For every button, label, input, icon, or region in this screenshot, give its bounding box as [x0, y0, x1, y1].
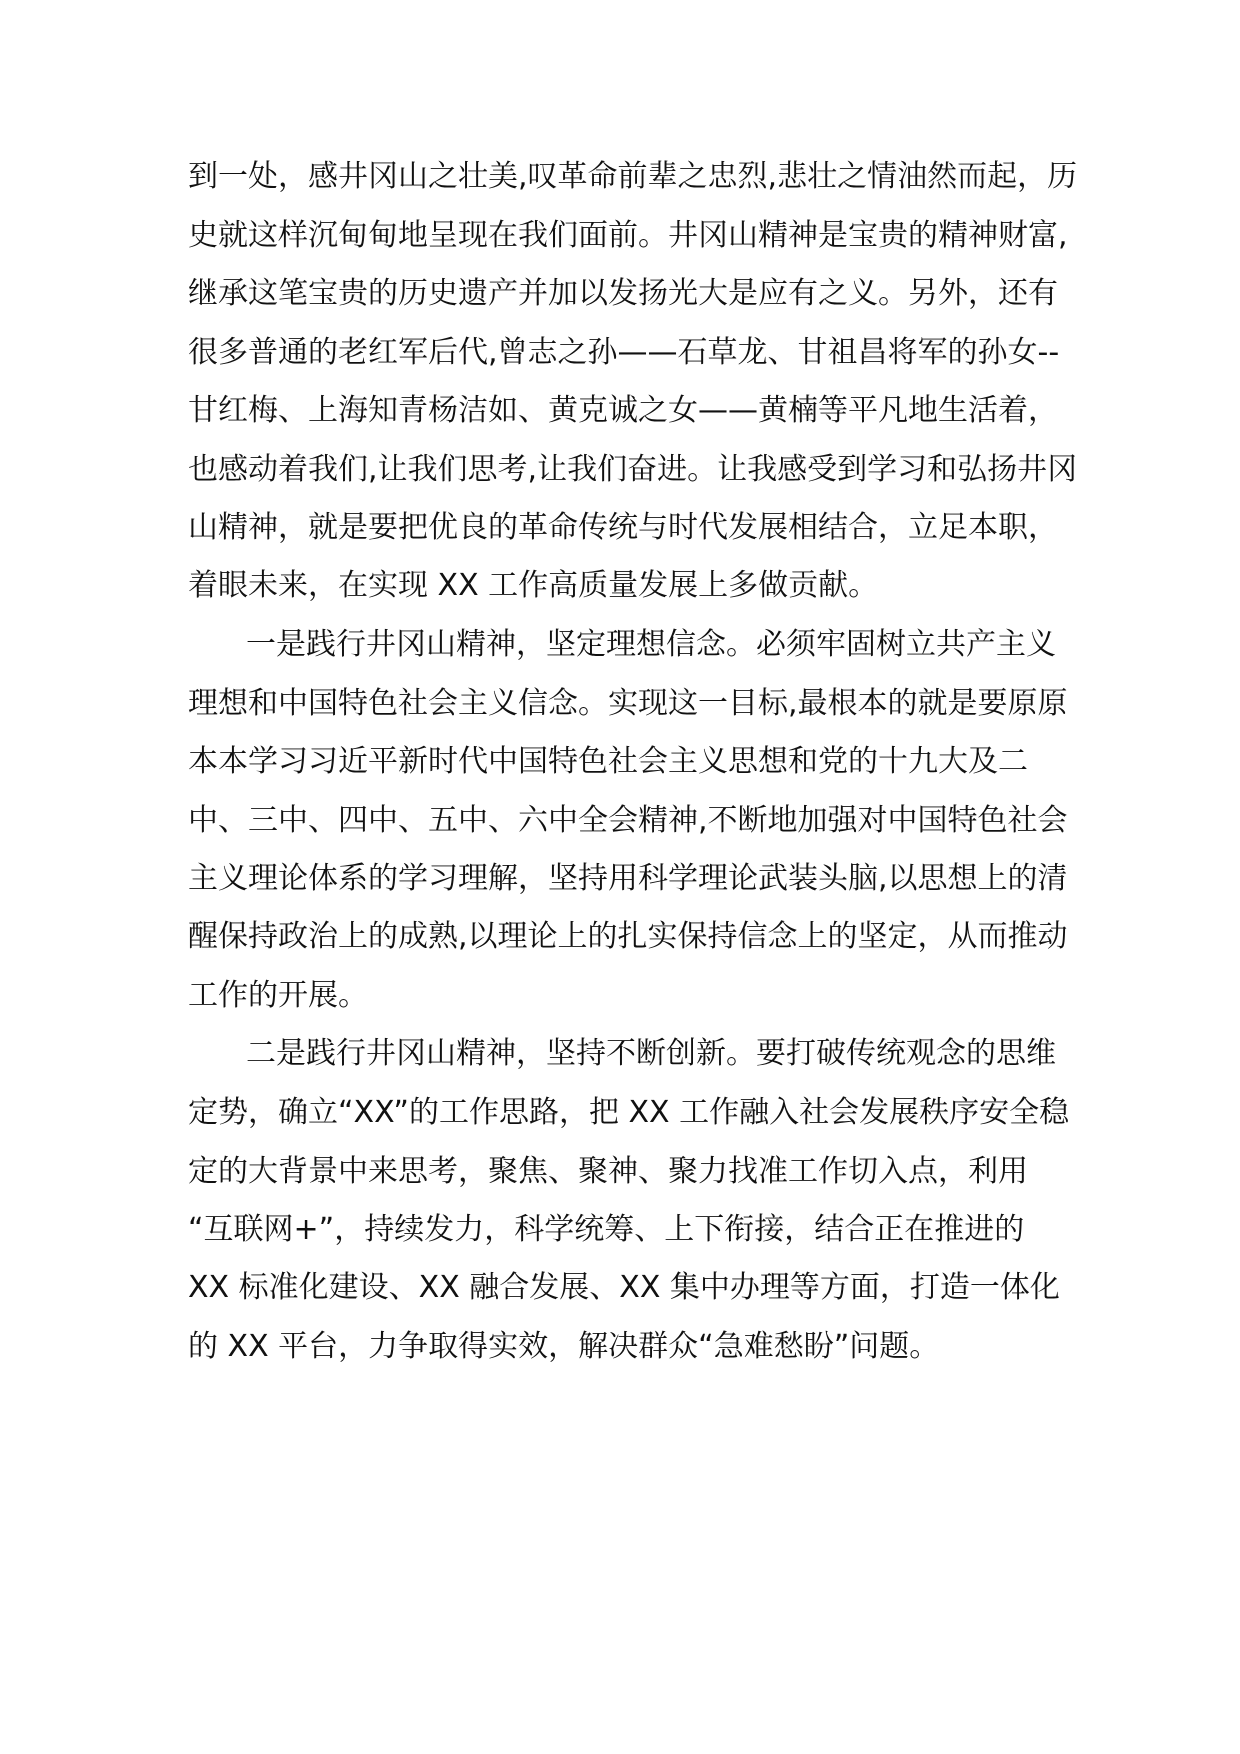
text-line: 的 XX 平台，力争取得实效，解决群众“急难愁盼”问题。 [188, 1329, 940, 1364]
text-line: 到一处，感井冈山之壮美,叹革命前辈之忠烈,悲壮之情油然而起，历 [188, 159, 1078, 194]
text-line: 醒保持政治上的成熟,以理论上的扎实保持信念上的坚定，从而推动 [188, 919, 1068, 954]
text-line: 山精神，就是要把优良的革命传统与时代发展相结合，立足本职， [188, 510, 1058, 545]
text-line: XX 标准化建设、XX 融合发展、XX 集中办理等方面，打造一体化 [188, 1270, 1060, 1305]
text-line: 很多普通的老红军后代,曾志之孙——石草龙、甘祖昌将军的孙女-- [188, 335, 1060, 370]
paragraph-first-line: 一是践行井冈山精神，坚定理想信念。必须牢固树立共产主义 [246, 627, 1056, 662]
text-line: 也感动着我们,让我们思考,让我们奋进。让我感受到学习和弘扬井冈 [188, 452, 1078, 487]
text-line: 工作的开展。 [188, 978, 368, 1013]
text-line: 甘红梅、上海知青杨洁如、黄克诚之女——黄楠等平凡地生活着， [188, 393, 1058, 428]
text-line: 继承这笔宝贵的历史遗产并加以发扬光大是应有之义。另外，还有 [188, 276, 1058, 311]
text-line: 主义理论体系的学习理解，坚持用科学理论武装头脑,以思想上的清 [188, 861, 1068, 896]
text-line: 本本学习习近平新时代中国特色社会主义思想和党的十九大及二 [188, 744, 1028, 779]
text-line: 定的大背景中来思考，聚焦、聚神、聚力找准工作切入点，利用 [188, 1154, 1028, 1189]
text-line: “互联网+”，持续发力，科学统筹、上下衔接，结合正在推进的 [188, 1212, 1025, 1247]
text-line: 着眼未来，在实现 XX 工作高质量发展上多做贡献。 [188, 568, 879, 603]
text-line: 定势，确立“XX”的工作思路，把 XX 工作融入社会发展秩序安全稳 [188, 1095, 1070, 1130]
paragraph-first-line: 二是践行井冈山精神，坚持不断创新。要打破传统观念的思维 [246, 1036, 1056, 1071]
text-line: 理想和中国特色社会主义信念。实现这一目标,最根本的就是要原原 [188, 686, 1068, 721]
text-line: 史就这样沉甸甸地呈现在我们面前。井冈山精神是宝贵的精神财富, [188, 218, 1068, 253]
text-line: 中、三中、四中、五中、六中全会精神,不断地加强对中国特色社会 [188, 803, 1068, 838]
